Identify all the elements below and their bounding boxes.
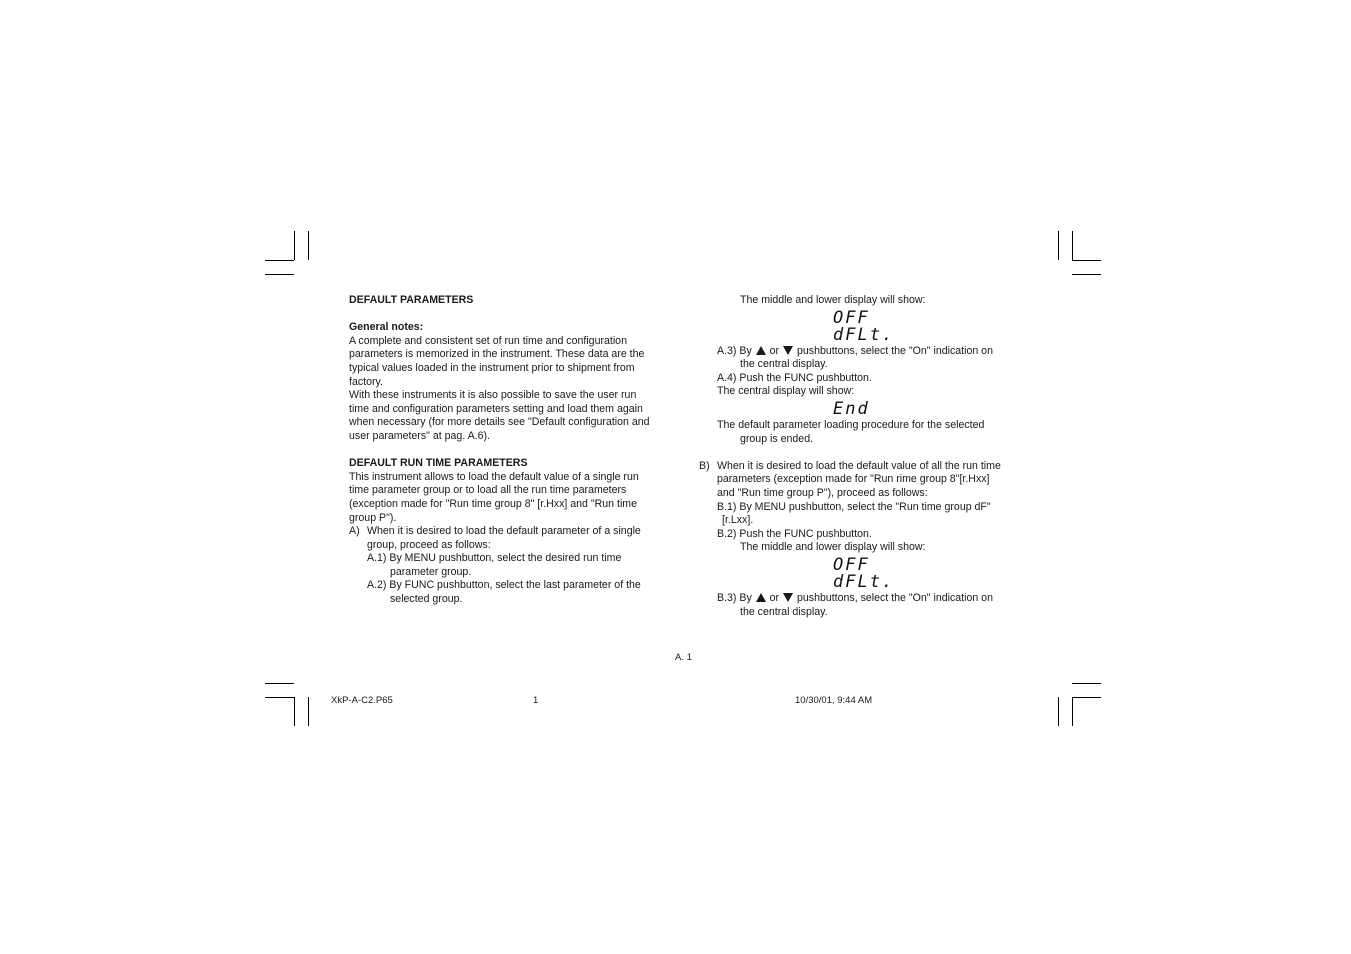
step-text: or <box>769 344 780 357</box>
text-line: group, proceed as follows: <box>367 538 491 551</box>
list-item-b <box>699 460 1029 501</box>
step-b1: B.1) By MENU pushbutton, select the "Run time group dF" <box>717 500 991 513</box>
text-line: With these instruments it is also possible to save the user run <box>349 389 637 402</box>
text-line: group P"). <box>349 511 397 524</box>
text-line: typical values loaded in the instrument prior to shipment from <box>349 361 635 374</box>
crop-mark <box>1072 683 1101 684</box>
step-b3 <box>699 592 1029 606</box>
footer-sheet-number: 1 <box>533 695 539 706</box>
footer-timestamp: 10/30/01, 9:44 AM <box>795 695 873 706</box>
step-text: pushbuttons, select the "On" indication on <box>796 591 993 604</box>
crop-mark <box>1072 274 1101 275</box>
text-line: selected group. <box>390 593 463 606</box>
right-column <box>699 294 1029 619</box>
text-line: parameters is memorized in the instrument. These data are the <box>349 348 645 361</box>
text-line: The middle and lower display will show: <box>740 294 926 306</box>
text-line: The middle and lower display will show: <box>740 541 926 554</box>
step-b2: B.2) Push the FUNC pushbutton. <box>717 527 872 540</box>
text-line: user parameters" at pag. A.6). <box>349 429 490 442</box>
crop-mark <box>1058 231 1059 260</box>
page-number: A. 1 <box>675 652 692 663</box>
text-line: When it is desired to load the default value of all the run time <box>717 459 1001 472</box>
item-label: B) <box>699 459 710 472</box>
step-text: or <box>769 591 780 604</box>
lcd-display <box>699 399 1029 419</box>
text-line: time and configuration parameters setting and load them again <box>349 402 643 415</box>
lcd-middle-readout: OFF <box>833 554 870 575</box>
crop-mark <box>1072 697 1073 726</box>
step-text: B.3) By <box>717 591 752 604</box>
crop-mark <box>1072 231 1073 260</box>
step-a4: A.4) Push the FUNC pushbutton. <box>717 371 872 384</box>
crop-mark <box>265 683 294 684</box>
text-line: [r.Lxx]. <box>722 514 754 527</box>
text-line: factory. <box>349 375 383 388</box>
step-a1: A.1) By MENU pushbutton, select the desired run time <box>367 552 622 565</box>
lcd-display <box>699 555 1029 592</box>
text-line: The central display will show: <box>717 385 855 398</box>
footer-filename: XkP-A-C2.P65 <box>331 695 393 706</box>
crop-mark <box>294 697 295 726</box>
lcd-display <box>699 308 1029 345</box>
up-arrow-icon <box>756 593 766 602</box>
section-title: DEFAULT PARAMETERS <box>349 294 474 306</box>
crop-mark <box>1072 697 1101 698</box>
left-column <box>349 294 669 607</box>
list-item-a <box>349 525 669 552</box>
down-arrow-icon <box>783 593 793 602</box>
lcd-lower-readout: dFLt. <box>833 324 895 345</box>
text-line: and "Run time group P"), proceed as follows: <box>717 486 928 499</box>
crop-mark <box>1058 697 1059 726</box>
text-line: the central display. <box>740 605 828 618</box>
step-a2: A.2) By FUNC pushbutton, select the last parameter of the <box>367 579 641 592</box>
text-line: the central display. <box>740 358 828 371</box>
text-line: A complete and consistent set of run time and configuration <box>349 334 627 347</box>
text-line: (exception made for "Run time group 8" [r.Hxx] and "Run time <box>349 497 638 510</box>
lcd-central-readout: End <box>833 398 870 419</box>
crop-mark <box>308 231 309 260</box>
text-line: This instrument allows to load the default value of a single run <box>349 470 639 483</box>
crop-mark <box>265 274 294 275</box>
text-line: time parameter group or to load all the run time parameters <box>349 484 627 497</box>
step-text: pushbuttons, select the "On" indication on <box>796 344 993 357</box>
crop-mark <box>1072 260 1101 261</box>
down-arrow-icon <box>783 346 793 355</box>
lcd-middle-readout: OFF <box>833 307 870 328</box>
text-line: When it is desired to load the default parameter of a single <box>367 525 641 538</box>
run-time-heading: DEFAULT RUN TIME PARAMETERS <box>349 457 528 470</box>
text-line: group is ended. <box>740 432 814 445</box>
crop-mark <box>294 231 295 260</box>
text-line: when necessary (for more details see "Default configuration and <box>349 416 650 429</box>
crop-mark <box>265 697 294 698</box>
text-line: parameters (exception made for "Run rime group 8"[r.Hxx] <box>717 473 990 486</box>
text-line: parameter group. <box>390 565 472 578</box>
crop-mark <box>265 260 294 261</box>
general-notes-heading: General notes: <box>349 321 424 334</box>
up-arrow-icon <box>756 346 766 355</box>
item-label: A) <box>349 525 360 538</box>
step-a3 <box>699 345 1029 359</box>
step-text: A.3) By <box>717 344 752 357</box>
text-line: The default parameter loading procedure for the selected <box>717 418 985 431</box>
crop-mark <box>308 697 309 726</box>
lcd-lower-readout: dFLt. <box>833 571 895 592</box>
